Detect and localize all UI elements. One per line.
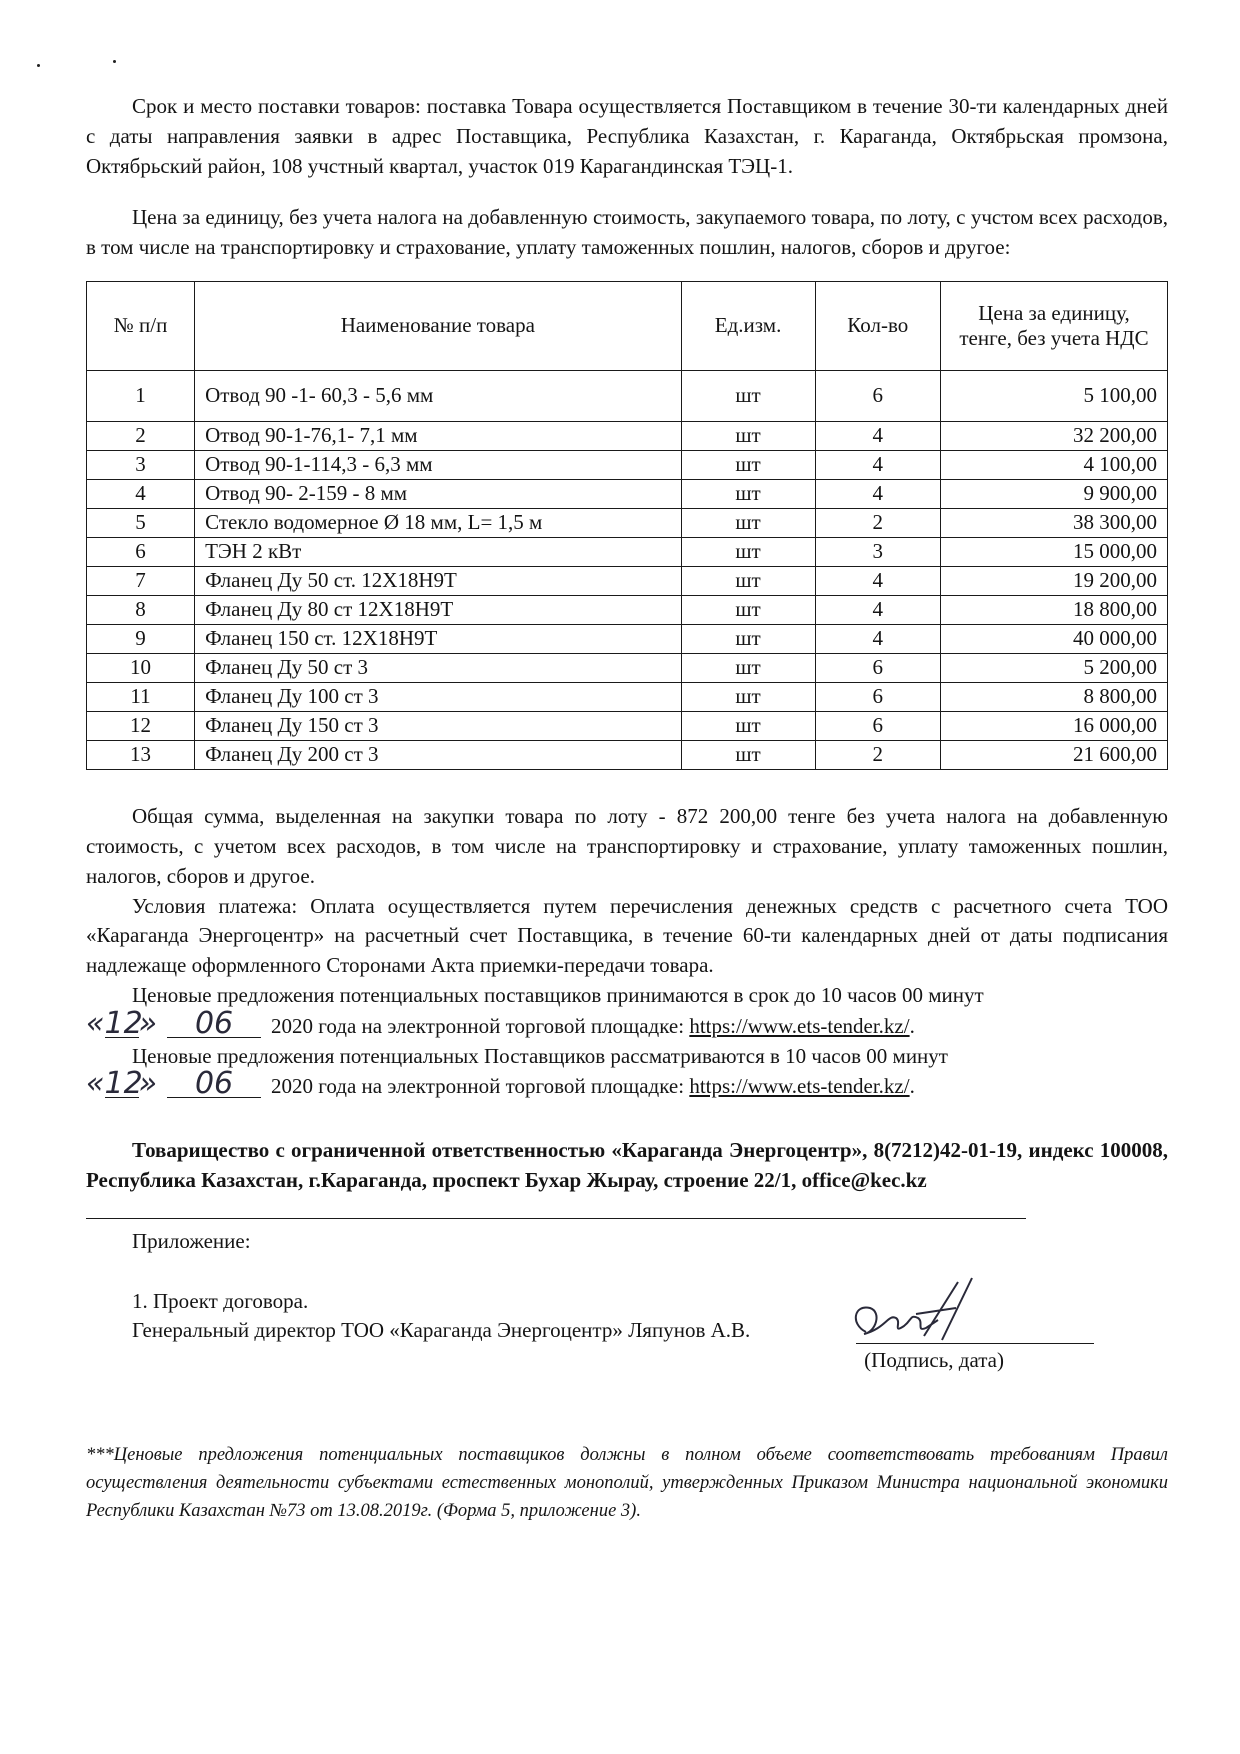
row-unit: шт: [681, 480, 815, 509]
row-number: 1: [87, 371, 195, 422]
table-row: [87, 625, 1168, 654]
header-quantity: Кол-во: [815, 282, 940, 371]
deadline-end: .: [909, 1074, 915, 1099]
row-price: 40 000,00: [940, 625, 1167, 654]
table-row: [87, 509, 1168, 538]
row-price: 19 200,00: [940, 567, 1167, 596]
deadline-accept-date: [86, 1005, 1168, 1042]
row-name: Отвод 90 -1- 60,3 - 5,6 мм: [195, 371, 681, 422]
appendix-label: Приложение:: [132, 1228, 251, 1253]
row-quantity: 2: [815, 509, 940, 538]
total-paragraph: Общая сумма, выделенная на закупки товара по лоту - 872 200,00 тенге без учета налога на добавленную стоимость, с учетом всех расходов, в том числе на транспортировку и страхование, уплату таможенных пошлин, налогов, сборов и другое.: [86, 804, 1168, 888]
deadline-accept: [86, 981, 1168, 1042]
row-number: 11: [87, 683, 195, 712]
row-number: 12: [87, 712, 195, 741]
payment-paragraph: Условия платежа: Оплата осуществляется путем перечисления денежных средств с расчетного счета ТОО «Караганда Энергоцентр» на расчетный счет Поставщика, в течение 60-ти календарных дней от даты подписания надлежаще оформленного Сторонами Акта приемки-передачи товара.: [86, 893, 1168, 978]
row-name: Фланец Ду 50 ст 3: [195, 654, 681, 683]
row-number: 10: [87, 654, 195, 683]
header-number: № п/п: [87, 282, 195, 371]
row-name: Стекло водомерное Ø 18 мм, L= 1,5 м: [195, 509, 681, 538]
row-name: Фланец Ду 80 ст 12Х18Н9Т: [195, 596, 681, 625]
row-unit: шт: [681, 451, 815, 480]
row-unit: шт: [681, 422, 815, 451]
row-quantity: 6: [815, 371, 940, 422]
company-details: Товарищество с ограниченной ответственностью «Караганда Энергоцентр», 8(7212)42-01-19, индекс 100008, Республика Казахстан, г.Караганда, проспект Бухар Жырау, строение 22/1, office@kec.kz: [86, 1138, 1168, 1192]
row-quantity: 4: [815, 422, 940, 451]
ets-tender-link[interactable]: https://www.ets-tender.kz/: [689, 1013, 910, 1038]
row-quantity: 6: [815, 712, 940, 741]
header-name: Наименование товара: [195, 282, 681, 371]
row-number: 6: [87, 538, 195, 567]
row-price: 21 600,00: [940, 741, 1167, 770]
row-name: Фланец Ду 100 ст 3: [195, 683, 681, 712]
deadline-suffix: 2020 года на электронной торговой площадке:: [271, 1074, 685, 1099]
row-unit: шт: [681, 712, 815, 741]
row-number: 8: [87, 596, 195, 625]
table-row: [87, 480, 1168, 509]
row-name: Фланец Ду 150 ст 3: [195, 712, 681, 741]
separator-line: [86, 1212, 1026, 1219]
row-price: 9 900,00: [940, 480, 1167, 509]
row-quantity: 4: [815, 480, 940, 509]
row-price: 8 800,00: [940, 683, 1167, 712]
delivery-paragraph: Срок и место поставки товаров: поставка Товара осуществляется Поставщиком в течение 30-ти календарных дней с даты направления заявки в адрес Поставщика, Республика Казахстан, г. Караганда, Октябрьская промзона, Октябрьский район, 108 учстный квартал, участок 019 Карагандинская ТЭЦ-1.: [86, 94, 1168, 178]
row-quantity: 4: [815, 451, 940, 480]
goods-table: [86, 281, 1168, 770]
deadline-end: .: [909, 1013, 915, 1038]
deadline-review-date: [86, 1066, 1168, 1102]
deadline-review-text: Ценовые предложения потенциальных Поставщиков рассматриваются в 10 часов 00 минут: [132, 1043, 948, 1068]
handwritten-day: 12: [104, 1005, 143, 1041]
row-name: Отвод 90- 2-159 - 8 мм: [195, 480, 681, 509]
row-quantity: 4: [815, 625, 940, 654]
row-name: Фланец 150 ст. 12Х18Н9Т: [195, 625, 681, 654]
open-quote: «: [86, 1066, 105, 1102]
row-quantity: 2: [815, 741, 940, 770]
deadline-suffix: 2020 года на электронной торговой площадке:: [271, 1013, 685, 1038]
row-number: 4: [87, 480, 195, 509]
row-name: Фланец Ду 200 ст 3: [195, 741, 681, 770]
row-price: 32 200,00: [940, 422, 1167, 451]
handwritten-month: 06: [167, 1071, 261, 1098]
table-row: [87, 683, 1168, 712]
price-intro-paragraph: Цена за единицу, без учета налога на добавленную стоимость, закупаемого товара, по лоту, с учстом всех расходов, в том числе на транспортировку и страхование, уплату таможенных пошлин, налогов, сборов и другое:: [86, 205, 1168, 260]
document-page: [86, 92, 1168, 1525]
row-number: 13: [87, 741, 195, 770]
signature-caption: (Подпись, дата): [864, 1348, 1004, 1373]
row-price: 4 100,00: [940, 451, 1167, 480]
table-row: [87, 712, 1168, 741]
row-number: 5: [87, 509, 195, 538]
signer-text: Генеральный директор ТОО «Караганда Энергоцентр» Ляпунов А.В.: [132, 1318, 751, 1343]
row-number: 9: [87, 625, 195, 654]
table-row: [87, 596, 1168, 625]
row-price: 15 000,00: [940, 538, 1167, 567]
row-price: 16 000,00: [940, 712, 1167, 741]
close-quote: »: [138, 1066, 158, 1102]
row-unit: шт: [681, 538, 815, 567]
row-unit: шт: [681, 371, 815, 422]
row-quantity: 3: [815, 538, 940, 567]
handwritten-day: 12: [104, 1066, 143, 1102]
table-row: [87, 538, 1168, 567]
row-name: ТЭН 2 кВт: [195, 538, 681, 567]
row-price: 5 200,00: [940, 654, 1167, 683]
scan-speck: [113, 60, 116, 63]
table-row: [87, 371, 1168, 422]
appendix-item: 1. Проект договора.: [132, 1288, 309, 1313]
row-name: Фланец Ду 50 ст. 12Х18Н9Т: [195, 567, 681, 596]
row-quantity: 6: [815, 683, 940, 712]
table-row: [87, 451, 1168, 480]
table-row: [87, 654, 1168, 683]
open-quote: «: [86, 1005, 105, 1041]
header-price: Цена за единицу, тенге, без учета НДС: [940, 282, 1167, 371]
table-row: [87, 422, 1168, 451]
row-unit: шт: [681, 509, 815, 538]
footnote: ***Ценовые предложения потенциальных поставщиков должны в полном объеме соответствовать требованиям Правил осуществления деятельности субъектами естественных монополий, утвержденных Приказом Министра национальной экономики Республики Казахстан №73 от 13.08.2019г. (Форма 5, приложение 3).: [86, 1445, 1168, 1521]
row-price: 38 300,00: [940, 509, 1167, 538]
deadline-accept-text: Ценовые предложения потенциальных поставщиков принимаются в срок до 10 часов 00 минут: [132, 982, 984, 1007]
close-quote: »: [138, 1005, 158, 1041]
table-header-row: [87, 282, 1168, 371]
deadline-review: [86, 1042, 1168, 1103]
header-unit: Ед.изм.: [681, 282, 815, 371]
row-unit: шт: [681, 567, 815, 596]
row-unit: шт: [681, 596, 815, 625]
handwritten-month: 06: [167, 1011, 261, 1038]
row-unit: шт: [681, 683, 815, 712]
row-quantity: 6: [815, 654, 940, 683]
signer-line: [86, 1316, 1168, 1346]
ets-tender-link[interactable]: https://www.ets-tender.kz/: [689, 1074, 910, 1099]
row-name: Отвод 90-1-76,1- 7,1 мм: [195, 422, 681, 451]
row-price: 18 800,00: [940, 596, 1167, 625]
row-unit: шт: [681, 625, 815, 654]
row-number: 3: [87, 451, 195, 480]
row-name: Отвод 90-1-114,3 - 6,3 мм: [195, 451, 681, 480]
table-row: [87, 741, 1168, 770]
row-number: 2: [87, 422, 195, 451]
row-unit: шт: [681, 741, 815, 770]
handwritten-signature: [846, 1274, 976, 1352]
row-number: 7: [87, 567, 195, 596]
row-price: 5 100,00: [940, 371, 1167, 422]
table-row: [87, 567, 1168, 596]
row-quantity: 4: [815, 596, 940, 625]
row-unit: шт: [681, 654, 815, 683]
scan-speck: [37, 64, 40, 67]
row-quantity: 4: [815, 567, 940, 596]
